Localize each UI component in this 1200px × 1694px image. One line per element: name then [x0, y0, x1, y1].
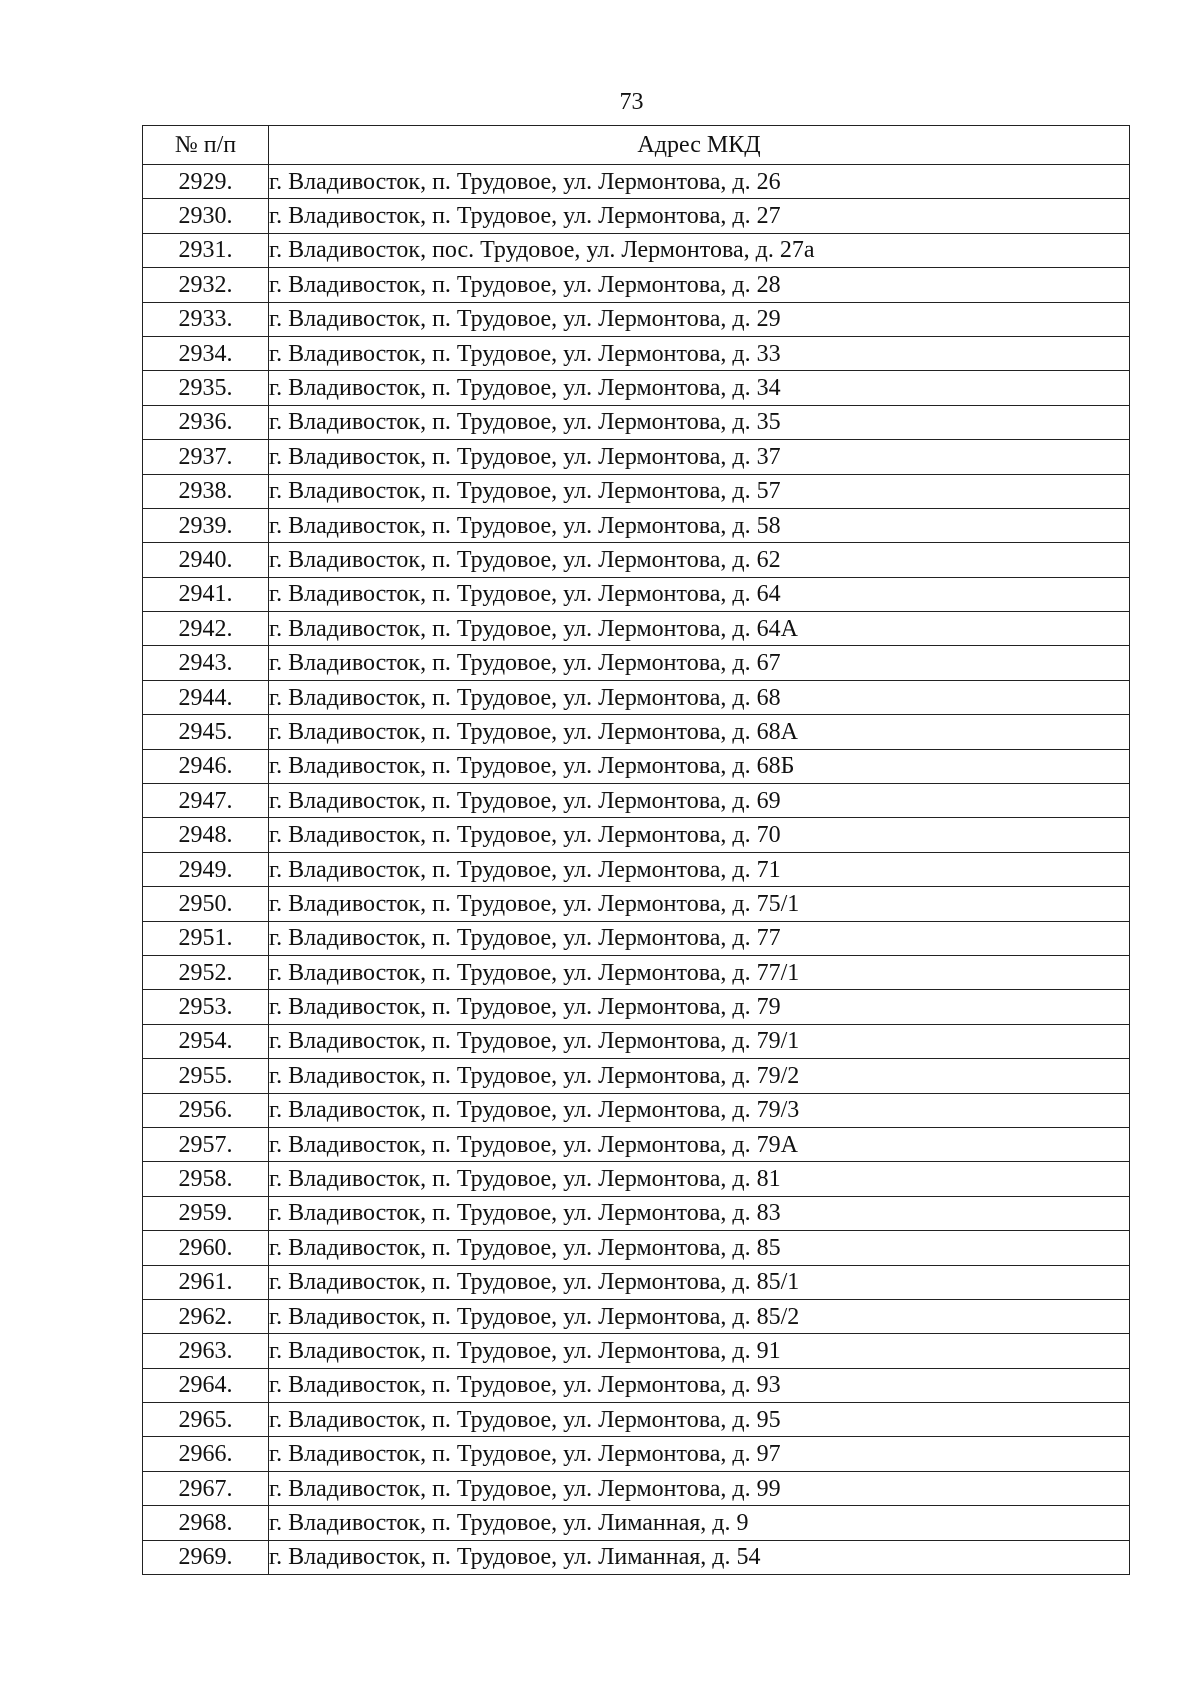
row-address: г. Владивосток, п. Трудовое, ул. Лермонтова, д. 79/3: [269, 1093, 1130, 1127]
table-row: [143, 336, 1130, 370]
table-row: [143, 1024, 1130, 1058]
table-row: [143, 1059, 1130, 1093]
row-number: 2957.: [143, 1127, 269, 1161]
row-address: г. Владивосток, п. Трудовое, ул. Лиманная, д. 54: [269, 1540, 1130, 1574]
row-address: г. Владивосток, п. Трудовое, ул. Лермонтова, д. 97: [269, 1437, 1130, 1471]
table-row: [143, 405, 1130, 439]
table-row: [143, 165, 1130, 199]
row-address: г. Владивосток, п. Трудовое, ул. Лермонтова, д. 91: [269, 1334, 1130, 1368]
table-row: [143, 440, 1130, 474]
row-address: г. Владивосток, п. Трудовое, ул. Лермонтова, д. 81: [269, 1162, 1130, 1196]
row-number: 2968.: [143, 1506, 269, 1540]
row-number: 2961.: [143, 1265, 269, 1299]
table-row: [143, 1471, 1130, 1505]
row-address: г. Владивосток, п. Трудовое, ул. Лермонтова, д. 75/1: [269, 887, 1130, 921]
table-row: [143, 784, 1130, 818]
row-address: г. Владивосток, п. Трудовое, ул. Лермонтова, д. 79/2: [269, 1059, 1130, 1093]
row-number: 2930.: [143, 199, 269, 233]
row-address: г. Владивосток, п. Трудовое, ул. Лермонтова, д. 58: [269, 508, 1130, 542]
table-row: [143, 508, 1130, 542]
address-table: [142, 125, 1130, 1575]
row-address: г. Владивосток, п. Трудовое, ул. Лермонтова, д. 57: [269, 474, 1130, 508]
row-number: 2947.: [143, 784, 269, 818]
table-row: [143, 1299, 1130, 1333]
row-number: 2959.: [143, 1196, 269, 1230]
table-row: [143, 680, 1130, 714]
table-row: [143, 1162, 1130, 1196]
row-address: г. Владивосток, п. Трудовое, ул. Лермонтова, д. 28: [269, 268, 1130, 302]
row-number: 2938.: [143, 474, 269, 508]
row-address: г. Владивосток, п. Трудовое, ул. Лермонтова, д. 26: [269, 165, 1130, 199]
table-row: [143, 577, 1130, 611]
row-address: г. Владивосток, п. Трудовое, ул. Лермонтова, д. 68Б: [269, 749, 1130, 783]
row-address: г. Владивосток, п. Трудовое, ул. Лермонтова, д. 99: [269, 1471, 1130, 1505]
row-address: г. Владивосток, п. Трудовое, ул. Лермонтова, д. 77: [269, 921, 1130, 955]
row-address: г. Владивосток, пос. Трудовое, ул. Лермонтова, д. 27а: [269, 233, 1130, 267]
table-row: [143, 233, 1130, 267]
table-row: [143, 715, 1130, 749]
row-address: г. Владивосток, п. Трудовое, ул. Лермонтова, д. 64: [269, 577, 1130, 611]
table-row: [143, 1127, 1130, 1161]
row-number: 2966.: [143, 1437, 269, 1471]
table-row: [143, 199, 1130, 233]
row-address: г. Владивосток, п. Трудовое, ул. Лермонтова, д. 71: [269, 852, 1130, 886]
row-number: 2942.: [143, 612, 269, 646]
row-address: г. Владивосток, п. Трудовое, ул. Лермонтова, д. 69: [269, 784, 1130, 818]
table-row: [143, 1093, 1130, 1127]
row-number: 2937.: [143, 440, 269, 474]
table-body: [143, 165, 1130, 1575]
row-number: 2936.: [143, 405, 269, 439]
row-address: г. Владивосток, п. Трудовое, ул. Лермонтова, д. 35: [269, 405, 1130, 439]
row-address: г. Владивосток, п. Трудовое, ул. Лермонтова, д. 85/2: [269, 1299, 1130, 1333]
table-row: [143, 612, 1130, 646]
row-number: 2955.: [143, 1059, 269, 1093]
row-address: г. Владивосток, п. Трудовое, ул. Лермонтова, д. 29: [269, 302, 1130, 336]
row-address: г. Владивосток, п. Трудовое, ул. Лермонтова, д. 95: [269, 1403, 1130, 1437]
row-number: 2948.: [143, 818, 269, 852]
row-address: г. Владивосток, п. Трудовое, ул. Лермонтова, д. 64А: [269, 612, 1130, 646]
row-address: г. Владивосток, п. Трудовое, ул. Лермонтова, д. 27: [269, 199, 1130, 233]
row-number: 2949.: [143, 852, 269, 886]
row-number: 2958.: [143, 1162, 269, 1196]
table-row: [143, 474, 1130, 508]
table-row: [143, 749, 1130, 783]
header-number: № п/п: [143, 126, 269, 165]
row-address: г. Владивосток, п. Трудовое, ул. Лермонтова, д. 85/1: [269, 1265, 1130, 1299]
row-number: 2965.: [143, 1403, 269, 1437]
row-number: 2963.: [143, 1334, 269, 1368]
table-row: [143, 1196, 1130, 1230]
table-row: [143, 268, 1130, 302]
row-address: г. Владивосток, п. Трудовое, ул. Лермонтова, д. 68А: [269, 715, 1130, 749]
table-row: [143, 955, 1130, 989]
row-number: 2964.: [143, 1368, 269, 1402]
table-row: [143, 921, 1130, 955]
table-row: [143, 1334, 1130, 1368]
row-number: 2969.: [143, 1540, 269, 1574]
row-address: г. Владивосток, п. Трудовое, ул. Лермонтова, д. 77/1: [269, 955, 1130, 989]
table-row: [143, 1506, 1130, 1540]
table-row: [143, 1231, 1130, 1265]
table-row: [143, 543, 1130, 577]
header-address: Адрес МКД: [269, 126, 1130, 165]
row-number: 2950.: [143, 887, 269, 921]
row-number: 2956.: [143, 1093, 269, 1127]
row-number: 2941.: [143, 577, 269, 611]
row-address: г. Владивосток, п. Трудовое, ул. Лермонтова, д. 34: [269, 371, 1130, 405]
row-number: 2934.: [143, 336, 269, 370]
row-number: 2951.: [143, 921, 269, 955]
row-address: г. Владивосток, п. Трудовое, ул. Лермонтова, д. 37: [269, 440, 1130, 474]
row-number: 2952.: [143, 955, 269, 989]
row-number: 2931.: [143, 233, 269, 267]
table-row: [143, 1540, 1130, 1574]
row-number: 2962.: [143, 1299, 269, 1333]
row-number: 2939.: [143, 508, 269, 542]
row-number: 2954.: [143, 1024, 269, 1058]
table-row: [143, 818, 1130, 852]
row-number: 2932.: [143, 268, 269, 302]
row-address: г. Владивосток, п. Трудовое, ул. Лермонтова, д. 79/1: [269, 1024, 1130, 1058]
row-address: г. Владивосток, п. Трудовое, ул. Лиманная, д. 9: [269, 1506, 1130, 1540]
row-number: 2967.: [143, 1471, 269, 1505]
row-number: 2953.: [143, 990, 269, 1024]
row-number: 2944.: [143, 680, 269, 714]
table-row: [143, 887, 1130, 921]
row-address: г. Владивосток, п. Трудовое, ул. Лермонтова, д. 93: [269, 1368, 1130, 1402]
table-header-row: [143, 126, 1130, 165]
row-number: 2929.: [143, 165, 269, 199]
table-row: [143, 1265, 1130, 1299]
row-address: г. Владивосток, п. Трудовое, ул. Лермонтова, д. 79: [269, 990, 1130, 1024]
table-row: [143, 1368, 1130, 1402]
table-row: [143, 1437, 1130, 1471]
table-row: [143, 302, 1130, 336]
table-row: [143, 852, 1130, 886]
row-number: 2940.: [143, 543, 269, 577]
row-address: г. Владивосток, п. Трудовое, ул. Лермонтова, д. 70: [269, 818, 1130, 852]
row-address: г. Владивосток, п. Трудовое, ул. Лермонтова, д. 33: [269, 336, 1130, 370]
row-address: г. Владивосток, п. Трудовое, ул. Лермонтова, д. 79А: [269, 1127, 1130, 1161]
table-row: [143, 371, 1130, 405]
row-address: г. Владивосток, п. Трудовое, ул. Лермонтова, д. 83: [269, 1196, 1130, 1230]
table-row: [143, 990, 1130, 1024]
row-address: г. Владивосток, п. Трудовое, ул. Лермонтова, д. 68: [269, 680, 1130, 714]
table-row: [143, 646, 1130, 680]
row-address: г. Владивосток, п. Трудовое, ул. Лермонтова, д. 62: [269, 543, 1130, 577]
table-row: [143, 1403, 1130, 1437]
row-number: 2960.: [143, 1231, 269, 1265]
row-number: 2943.: [143, 646, 269, 680]
row-number: 2933.: [143, 302, 269, 336]
row-number: 2945.: [143, 715, 269, 749]
row-number: 2935.: [143, 371, 269, 405]
row-address: г. Владивосток, п. Трудовое, ул. Лермонтова, д. 67: [269, 646, 1130, 680]
page-number: 73: [619, 89, 644, 115]
row-address: г. Владивосток, п. Трудовое, ул. Лермонтова, д. 85: [269, 1231, 1130, 1265]
row-number: 2946.: [143, 749, 269, 783]
